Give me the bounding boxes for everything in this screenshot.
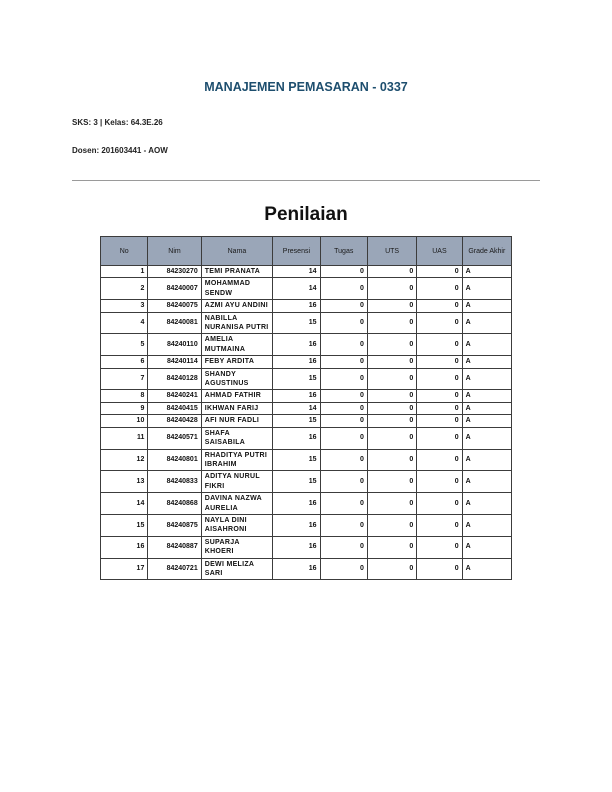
cell-nim: 84240801 [148,449,201,471]
cell-presensi: 16 [273,514,320,536]
cell-grade: A [462,427,511,449]
cell-presensi: 16 [273,493,320,515]
cell-uts: 0 [367,415,416,427]
cell-nim: 84240887 [148,536,201,558]
cell-no: 17 [101,558,148,580]
cell-uts: 0 [367,356,416,368]
cell-uas: 0 [417,493,462,515]
cell-uts: 0 [367,278,416,300]
cell-no: 13 [101,471,148,493]
cell-presensi: 16 [273,334,320,356]
cell-nim: 84240721 [148,558,201,580]
cell-uts: 0 [367,390,416,402]
cell-tugas: 0 [320,368,367,390]
cell-uas: 0 [417,402,462,414]
table-header-row [101,237,512,266]
cell-uts: 0 [367,402,416,414]
table-row [101,312,512,334]
cell-uts: 0 [367,536,416,558]
cell-uas: 0 [417,368,462,390]
cell-tugas: 0 [320,266,367,278]
cell-uas: 0 [417,471,462,493]
cell-grade: A [462,368,511,390]
cell-presensi: 14 [273,402,320,414]
cell-no: 16 [101,536,148,558]
cell-nama: NAYLA DINI AISAHRONI [201,514,273,536]
cell-tugas: 0 [320,356,367,368]
cell-uas: 0 [417,558,462,580]
cell-presensi: 15 [273,449,320,471]
cell-nama: NABILLA NURANISA PUTRI [201,312,273,334]
cell-uts: 0 [367,334,416,356]
table-row [101,334,512,356]
cell-uas: 0 [417,278,462,300]
cell-uas: 0 [417,334,462,356]
column-header-uas: UAS [417,237,462,266]
cell-nim: 84240428 [148,415,201,427]
cell-uts: 0 [367,266,416,278]
cell-tugas: 0 [320,471,367,493]
cell-grade: A [462,493,511,515]
cell-nama: AMELIA MUTMAINA [201,334,273,356]
cell-tugas: 0 [320,558,367,580]
cell-grade: A [462,312,511,334]
table-row [101,558,512,580]
column-header-grade-akhir: Grade Akhir [462,237,511,266]
cell-uas: 0 [417,300,462,312]
cell-no: 4 [101,312,148,334]
column-header-tugas: Tugas [320,237,367,266]
cell-uts: 0 [367,368,416,390]
cell-nama: DEWI MELIZA SARI [201,558,273,580]
cell-nim: 84240833 [148,471,201,493]
cell-grade: A [462,300,511,312]
cell-grade: A [462,471,511,493]
cell-uts: 0 [367,514,416,536]
cell-nama: DAVINA NAZWA AURELIA [201,493,273,515]
cell-no: 5 [101,334,148,356]
cell-uas: 0 [417,312,462,334]
cell-presensi: 15 [273,312,320,334]
cell-nim: 84240571 [148,427,201,449]
cell-nama: FEBY ARDITA [201,356,273,368]
cell-tugas: 0 [320,312,367,334]
cell-uts: 0 [367,558,416,580]
cell-grade: A [462,558,511,580]
cell-nim: 84240875 [148,514,201,536]
cell-tugas: 0 [320,536,367,558]
cell-uas: 0 [417,427,462,449]
sks-class-info: SKS: 3 | Kelas: 64.3E.26 [72,118,163,127]
cell-no: 8 [101,390,148,402]
course-title: MANAJEMEN PEMASARAN - 0337 [204,80,408,94]
cell-presensi: 15 [273,368,320,390]
table-row [101,368,512,390]
table-row [101,266,512,278]
cell-no: 11 [101,427,148,449]
table-row [101,449,512,471]
cell-tugas: 0 [320,514,367,536]
cell-no: 10 [101,415,148,427]
cell-uas: 0 [417,536,462,558]
cell-uas: 0 [417,514,462,536]
cell-nama: SHANDY AGUSTINUS [201,368,273,390]
cell-tugas: 0 [320,449,367,471]
cell-no: 14 [101,493,148,515]
cell-no: 15 [101,514,148,536]
table-row [101,415,512,427]
cell-uts: 0 [367,493,416,515]
cell-presensi: 14 [273,266,320,278]
table-row [101,514,512,536]
cell-nama: SUPARJA KHOERI [201,536,273,558]
cell-tugas: 0 [320,300,367,312]
cell-nim: 84240114 [148,356,201,368]
cell-presensi: 16 [273,356,320,368]
cell-nama: TEMI PRANATA [201,266,273,278]
cell-no: 3 [101,300,148,312]
cell-presensi: 16 [273,300,320,312]
cell-nim: 84230270 [148,266,201,278]
cell-grade: A [462,449,511,471]
cell-tugas: 0 [320,390,367,402]
cell-nama: ADITYA NURUL FIKRI [201,471,273,493]
cell-uas: 0 [417,356,462,368]
cell-no: 6 [101,356,148,368]
cell-nama: RHADITYA PUTRI IBRAHIM [201,449,273,471]
cell-tugas: 0 [320,415,367,427]
cell-nim: 84240110 [148,334,201,356]
divider [72,180,540,181]
cell-presensi: 14 [273,278,320,300]
cell-tugas: 0 [320,334,367,356]
cell-uts: 0 [367,312,416,334]
table-row [101,471,512,493]
cell-grade: A [462,536,511,558]
cell-nama: AHMAD FATHIR [201,390,273,402]
cell-uas: 0 [417,390,462,402]
cell-presensi: 16 [273,558,320,580]
cell-grade: A [462,514,511,536]
lecturer-info: Dosen: 201603441 - AOW [72,146,168,155]
cell-nama: AFI NUR FADLI [201,415,273,427]
cell-tugas: 0 [320,278,367,300]
cell-presensi: 15 [273,415,320,427]
column-header-nim: Nim [148,237,201,266]
table-row [101,356,512,368]
table-body [101,266,512,580]
cell-no: 2 [101,278,148,300]
cell-presensi: 15 [273,471,320,493]
cell-uas: 0 [417,449,462,471]
section-title: Penilaian [264,204,348,225]
cell-uas: 0 [417,266,462,278]
cell-nim: 84240081 [148,312,201,334]
cell-uts: 0 [367,427,416,449]
cell-no: 1 [101,266,148,278]
cell-nama: SHAFA SAISABILA [201,427,273,449]
cell-nim: 84240075 [148,300,201,312]
cell-tugas: 0 [320,427,367,449]
cell-tugas: 0 [320,493,367,515]
cell-no: 9 [101,402,148,414]
cell-presensi: 16 [273,390,320,402]
cell-uts: 0 [367,300,416,312]
cell-grade: A [462,356,511,368]
cell-nama: MOHAMMAD SENDW [201,278,273,300]
cell-uts: 0 [367,471,416,493]
cell-grade: A [462,415,511,427]
table-row [101,493,512,515]
cell-no: 7 [101,368,148,390]
cell-nama: AZMI AYU ANDINI [201,300,273,312]
cell-presensi: 16 [273,536,320,558]
cell-grade: A [462,402,511,414]
cell-grade: A [462,266,511,278]
column-header-presensi: Presensi [273,237,320,266]
table-row [101,390,512,402]
grades-table [100,236,512,580]
table-row [101,278,512,300]
table-row [101,427,512,449]
cell-nim: 84240868 [148,493,201,515]
table-row [101,536,512,558]
cell-grade: A [462,334,511,356]
cell-tugas: 0 [320,402,367,414]
column-header-no: No [101,237,148,266]
cell-presensi: 16 [273,427,320,449]
column-header-uts: UTS [367,237,416,266]
cell-uas: 0 [417,415,462,427]
cell-uts: 0 [367,449,416,471]
table-row [101,300,512,312]
table-row [101,402,512,414]
cell-nim: 84240128 [148,368,201,390]
cell-no: 12 [101,449,148,471]
cell-grade: A [462,278,511,300]
column-header-nama: Nama [201,237,273,266]
cell-nim: 84240007 [148,278,201,300]
cell-grade: A [462,390,511,402]
cell-nim: 84240241 [148,390,201,402]
cell-nama: IKHWAN FARIJ [201,402,273,414]
cell-nim: 84240415 [148,402,201,414]
